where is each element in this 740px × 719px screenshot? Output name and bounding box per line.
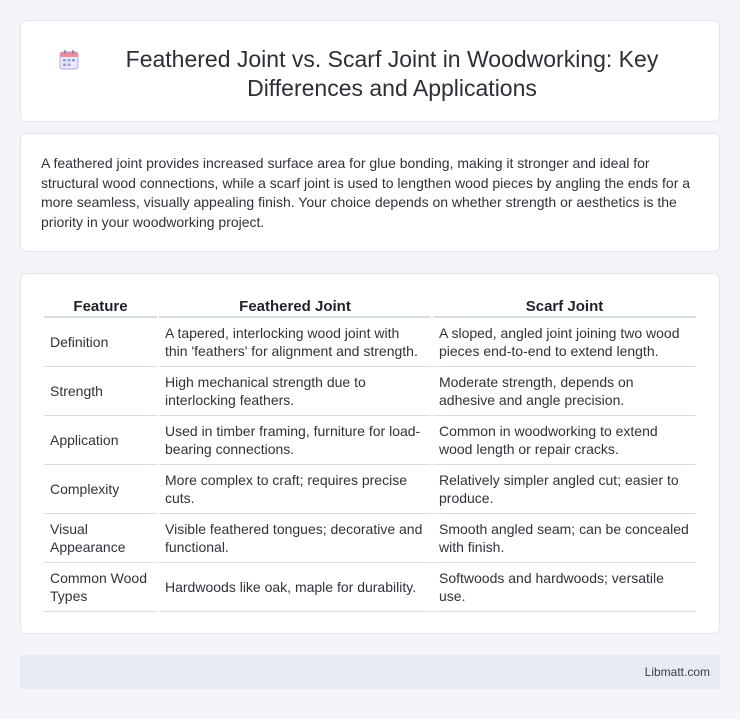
table-row	[44, 514, 696, 563]
header-scarf-joint: Scarf Joint	[433, 296, 696, 318]
feature-cell: Visual Appearance	[44, 514, 157, 563]
table-card	[20, 273, 720, 634]
scarf-cell: Relatively simpler angled cut; easier to produce.	[433, 465, 696, 514]
scarf-cell: A sloped, angled joint joining two wood pieces end-to-end to extend length.	[433, 318, 696, 367]
page-title: Feathered Joint vs. Scarf Joint in Woodworking: Key Differences and Applications	[125, 46, 659, 101]
feature-cell: Common Wood Types	[44, 563, 157, 612]
feathered-cell: Used in timber framing, furniture for load-bearing connections.	[159, 416, 431, 465]
table-row	[44, 318, 696, 367]
feathered-cell: Visible feathered tongues; decorative and functional.	[159, 514, 431, 563]
table-row	[44, 416, 696, 465]
feathered-cell: A tapered, interlocking wood joint with thin 'feathers' for alignment and strength.	[159, 318, 431, 367]
feature-cell: Application	[44, 416, 157, 465]
title-card	[20, 20, 720, 122]
scarf-cell: Softwoods and hardwoods; versatile use.	[433, 563, 696, 612]
table-header-row	[44, 296, 696, 318]
header-feature: Feature	[44, 296, 157, 318]
scarf-cell: Common in woodworking to extend wood length or repair cracks.	[433, 416, 696, 465]
footer-brand[interactable]: Libmatt.com	[644, 665, 710, 679]
feature-cell: Definition	[44, 318, 157, 367]
scarf-cell: Moderate strength, depends on adhesive and angle precision.	[433, 367, 696, 416]
feathered-cell: Hardwoods like oak, maple for durability.	[159, 563, 431, 612]
intro-card	[20, 133, 720, 252]
intro-paragraph: A feathered joint provides increased surface area for glue bonding, making it stronger and ideal for structural wood connections, while a scarf joint is used to lengthen wood pieces by angling the ends for a more seamless, visually appealing finish. Your choice depends on whether strength or aesthetics is the priority in your woodworking project.	[41, 155, 691, 230]
feathered-cell: More complex to craft; requires precise cuts.	[159, 465, 431, 514]
table-row	[44, 367, 696, 416]
feature-cell: Complexity	[44, 465, 157, 514]
table-row	[44, 465, 696, 514]
scarf-cell: Smooth angled seam; can be concealed with finish.	[433, 514, 696, 563]
comparison-table	[42, 296, 698, 612]
calendar-icon	[58, 49, 80, 71]
header-feathered-joint: Feathered Joint	[159, 296, 431, 318]
title-wrap	[21, 21, 719, 103]
table-row	[44, 563, 696, 612]
feathered-cell: High mechanical strength due to interlocking feathers.	[159, 367, 431, 416]
footer-bar	[20, 655, 720, 689]
feature-cell: Strength	[44, 367, 157, 416]
